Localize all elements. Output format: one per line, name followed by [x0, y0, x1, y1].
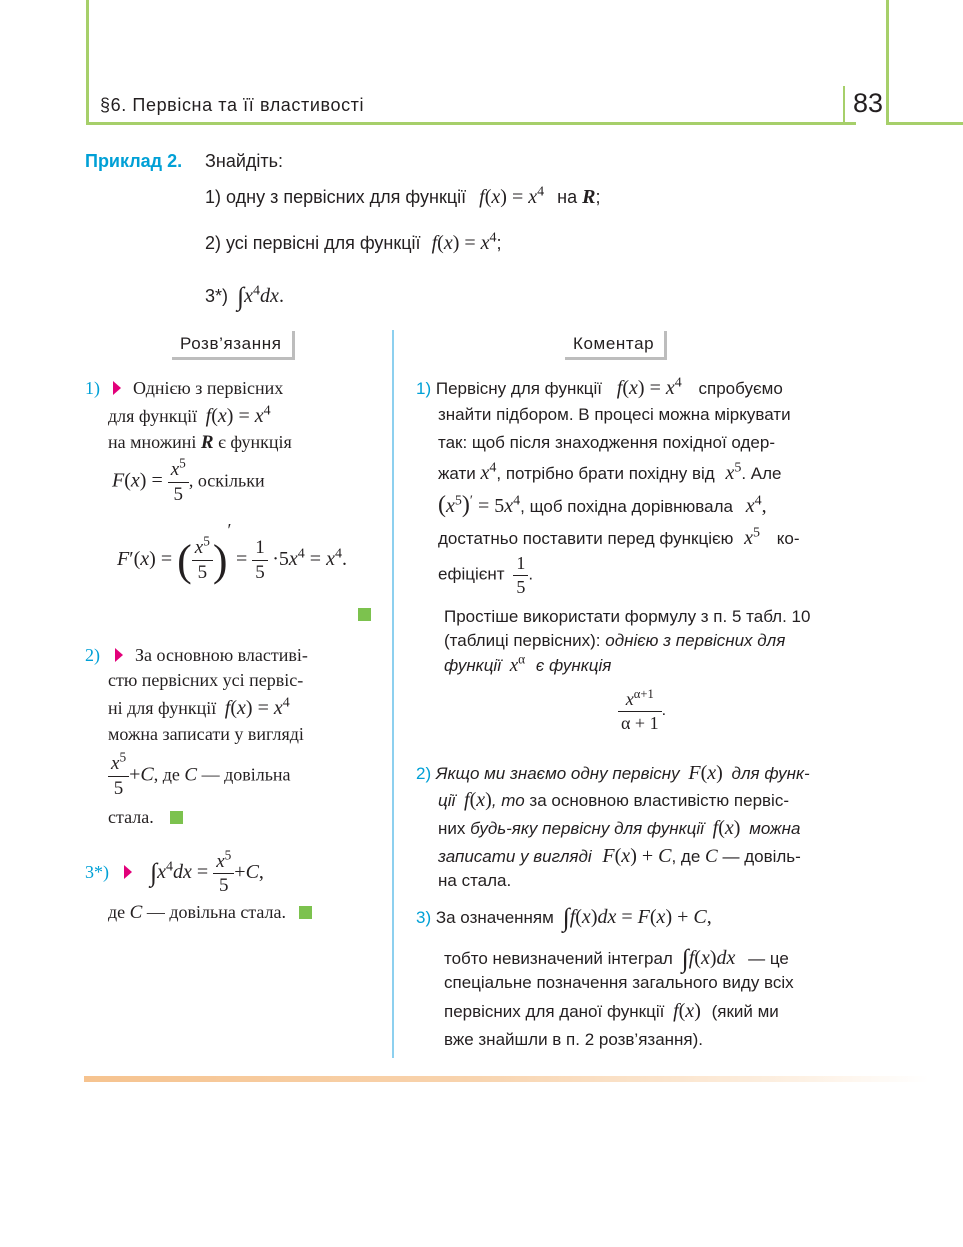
- example-item-1-text: 1) одну з первісних для функції: [205, 187, 467, 207]
- commentary-1-line-7: ефіцієнт $\frac{1}{5}$ .: [438, 553, 534, 597]
- commentary-2-text-4a: записати у вигляді: [438, 847, 592, 866]
- commentary-2-text-4b: , де: [671, 847, 701, 866]
- arrow-marker-icon: [115, 648, 123, 662]
- solution-2-line-3: [108, 697, 290, 720]
- commentary-3-line-2: тобто невизначений інтеграл ∫f(x)dx — це: [444, 944, 789, 973]
- example-item-2-text: 2) усі первісні для функції: [205, 233, 421, 253]
- commentary-1-text-5a: , щоб похідна дорівнювала: [520, 497, 733, 516]
- section-title: §6. Первісна та її властивості: [100, 95, 365, 115]
- solution-heading: Розв’язання: [172, 331, 295, 360]
- solution-2-line-2: стю первісних усі первіс-: [108, 670, 304, 690]
- commentary-3-line-5: вже знайшли в п. 2 розв’язання).: [444, 1030, 704, 1049]
- commentary-1-line-4: жати $x^4$, потрібно брати похідну від $x^5$. Але: [438, 460, 782, 484]
- commentary-1b-line-3: функції $x^\alpha$ є функція: [444, 651, 612, 676]
- commentary-1-text-6b: ко-: [776, 529, 800, 548]
- commentary-1b-line-1: Простіше використати формулу з п. 5 табл. 10: [444, 607, 811, 626]
- commentary-2-text-4c: — довіль-: [722, 847, 801, 866]
- header-frame-bottom-line: [86, 122, 856, 125]
- commentary-3-text-4b: (який ми: [711, 1002, 779, 1021]
- commentary-1-text-4c: . Але: [741, 464, 782, 483]
- commentary-2-line-4: записати у вигляді F(x) + C, де C — довіль-: [438, 845, 801, 867]
- formula-integral-solution: $\int x^4dx$ =: [150, 858, 214, 887]
- commentary-2-text-1b: для функ-: [731, 764, 810, 783]
- commentary-2-text-2c: за основною властивістю первіс-: [529, 791, 789, 810]
- formula-power-antiderivative: $\frac{x^{\alpha+1}}{\alpha + 1}$ .: [618, 688, 666, 734]
- commentary-2-line-5: на стала.: [438, 871, 512, 890]
- arrow-marker-icon: [124, 865, 132, 879]
- example-item-1-suffix: на: [557, 187, 578, 207]
- solution-1-text-2: для функції: [108, 406, 198, 426]
- formula-f-x4-c1: $f(x) = x^4$: [616, 375, 682, 399]
- end-of-solution-square-icon: [170, 811, 183, 824]
- commentary-2-text-3a: них: [438, 819, 466, 838]
- commentary-1-text-6a: достатньо поставити перед функцією: [438, 529, 734, 548]
- commentary-1b-line-2: [444, 631, 785, 651]
- example-item-3-text: 3*): [205, 286, 229, 306]
- solution-1-number: 1): [85, 378, 100, 398]
- solution-1-formula-F: F(x) = $\frac{x^5}{5}$ , оскільки: [112, 455, 265, 505]
- commentary-1-line-2: знайти підбором. В процесі можна міркувати: [438, 405, 791, 424]
- end-of-solution-square-icon: [358, 608, 371, 621]
- solution-3-line-1: 3*) $\int x^4dx$ = $\frac{x^5}{5}$ +C,: [85, 847, 264, 897]
- formula-f-x4-s1: $f(x) = x^4$: [205, 403, 271, 427]
- commentary-1-text-1b: спробуємо: [698, 379, 783, 398]
- header-frame-right-line: [886, 0, 889, 124]
- solution-3-line-2: де C — довільна стала.: [108, 902, 312, 924]
- solution-2-text-5-end: — довільна: [201, 764, 291, 785]
- solution-2-text-3: ні для функції: [108, 698, 217, 718]
- commentary-2-number: 2): [416, 764, 432, 783]
- commentary-2-text-1a: Якщо ми знаємо одну первісну: [435, 764, 680, 783]
- solution-2-number: 2): [85, 645, 100, 665]
- commentary-3-number: 3): [416, 908, 432, 927]
- commentary-2-line-2: ції f(x), то за основною властивістю первіс-: [438, 789, 789, 811]
- formula-integral-x4: $\int x^4dx$.: [237, 282, 284, 311]
- commentary-1b-text-3b: є функція: [535, 656, 612, 675]
- solution-1-text-3: на множині: [108, 432, 197, 452]
- solution-3-text-end: — довільна стала.: [146, 902, 287, 922]
- solution-2-line-4: можна записати у вигляді: [108, 724, 304, 744]
- commentary-3-text-2a: тобто невизначений інтеграл: [444, 949, 673, 968]
- commentary-1b-text-2a: (таблиці первісних):: [444, 631, 601, 650]
- solution-1-text-1: Однією з первісних: [133, 378, 284, 398]
- example-label: Приклад 2.: [85, 151, 183, 171]
- solution-1-line-1: [85, 378, 283, 399]
- commentary-2-text-2a: ції: [438, 791, 456, 810]
- header-frame-right-bottom-line: [886, 122, 963, 125]
- solution-3-number: 3*): [85, 862, 109, 882]
- solution-1-text-3-end: є функція: [218, 432, 292, 452]
- end-of-solution-square-icon: [299, 906, 312, 919]
- formula-f-x4: $f(x) = x^4$: [479, 184, 545, 208]
- solution-3-text-start: де: [108, 902, 126, 922]
- arrow-marker-icon: [113, 381, 121, 395]
- solution-1-formula-derivative: F′(x) = ( $\frac{x^5}{5}$ )′ = $\frac{1}{5}$ $\cdot 5x^4 = x^4$.: [117, 520, 347, 586]
- set-r-symbol: R: [582, 186, 596, 208]
- set-r-symbol-s1: R: [200, 432, 214, 453]
- commentary-heading: Коментар: [565, 331, 667, 360]
- commentary-1-line-3: так: щоб після знаходження похідної одер-: [438, 433, 775, 452]
- commentary-1-text-7: ефіцієнт: [438, 564, 505, 584]
- commentary-2-line-3: них будь-яку первісну для функції f(x) можна: [438, 817, 801, 839]
- commentary-3-line-1: 3) За означенням ∫f(x)dx = F(x) + C,: [416, 903, 712, 932]
- commentary-3-text-1: За означенням: [435, 908, 554, 927]
- formula-f-x4-s2: $f(x) = x^4$: [224, 695, 290, 719]
- commentary-3-text-4a: первісних для даної функції: [444, 1002, 665, 1021]
- commentary-1-text-4b: , потрібно брати похідну від: [496, 464, 715, 483]
- solution-2-formula: $\frac{x^5}{5}$ +C, де C — довільна: [108, 752, 291, 801]
- commentary-2-text-3c: можна: [749, 819, 801, 838]
- column-divider: [392, 330, 394, 1058]
- example-prompt: Знайдіть:: [205, 151, 284, 171]
- commentary-1b-text-2b: однією з первісних для: [605, 631, 786, 650]
- commentary-1-number: 1): [416, 379, 432, 398]
- example-item-2: 2) усі первісні для функції $f(x) = x^4$;: [205, 230, 502, 254]
- solution-2-text-1: За основною властиві-: [135, 645, 308, 665]
- solution-2-line-1: [85, 645, 308, 666]
- solution-2-text-6: стала.: [108, 807, 154, 827]
- page-number: 83: [853, 88, 884, 118]
- commentary-2-text-3b: будь-яку первісну для функції: [470, 819, 704, 838]
- solution-1-since: , оскільки: [188, 470, 265, 491]
- header-frame-left-line: [86, 0, 89, 124]
- commentary-3-line-3: спеціальне позначення загального виду всіх: [444, 973, 794, 992]
- solution-2-line-6: [108, 807, 183, 828]
- commentary-1-line-5: $(x^5)' = 5x^4$, щоб похідна дорівнювала $x^4$,: [438, 492, 767, 518]
- commentary-3-text-2b: — це: [748, 949, 789, 968]
- commentary-1-line-1: [416, 377, 846, 400]
- example-item-3: [205, 282, 284, 312]
- commentary-3-line-4: первісних для даної функції f(x) (який ми: [444, 1000, 779, 1022]
- solution-2-text-5-mid: , де: [153, 764, 180, 785]
- solution-1-line-3: [108, 432, 292, 454]
- commentary-1-text-4a: жати: [438, 464, 476, 483]
- commentary-1b-text-3a: функції: [444, 656, 501, 675]
- formula-f-x4-2: $f(x) = x^4$: [431, 230, 497, 254]
- commentary-1-line-6: достатньо поставити перед функцією $x^5$ ко-: [438, 525, 800, 549]
- bottom-decorative-bar: [84, 1076, 929, 1082]
- example-item-1: 1) одну з первісних для функції $f(x) = x^4$ на R;: [205, 184, 601, 208]
- page-number-separator: [843, 86, 845, 124]
- commentary-1-text-1a: Первісну для функції: [435, 379, 603, 398]
- solution-1-line-2: [108, 405, 271, 428]
- commentary-2-line-1: 2) Якщо ми знаємо одну первісну F(x) для функ-: [416, 762, 810, 784]
- commentary-2-text-2b: , то: [491, 791, 525, 810]
